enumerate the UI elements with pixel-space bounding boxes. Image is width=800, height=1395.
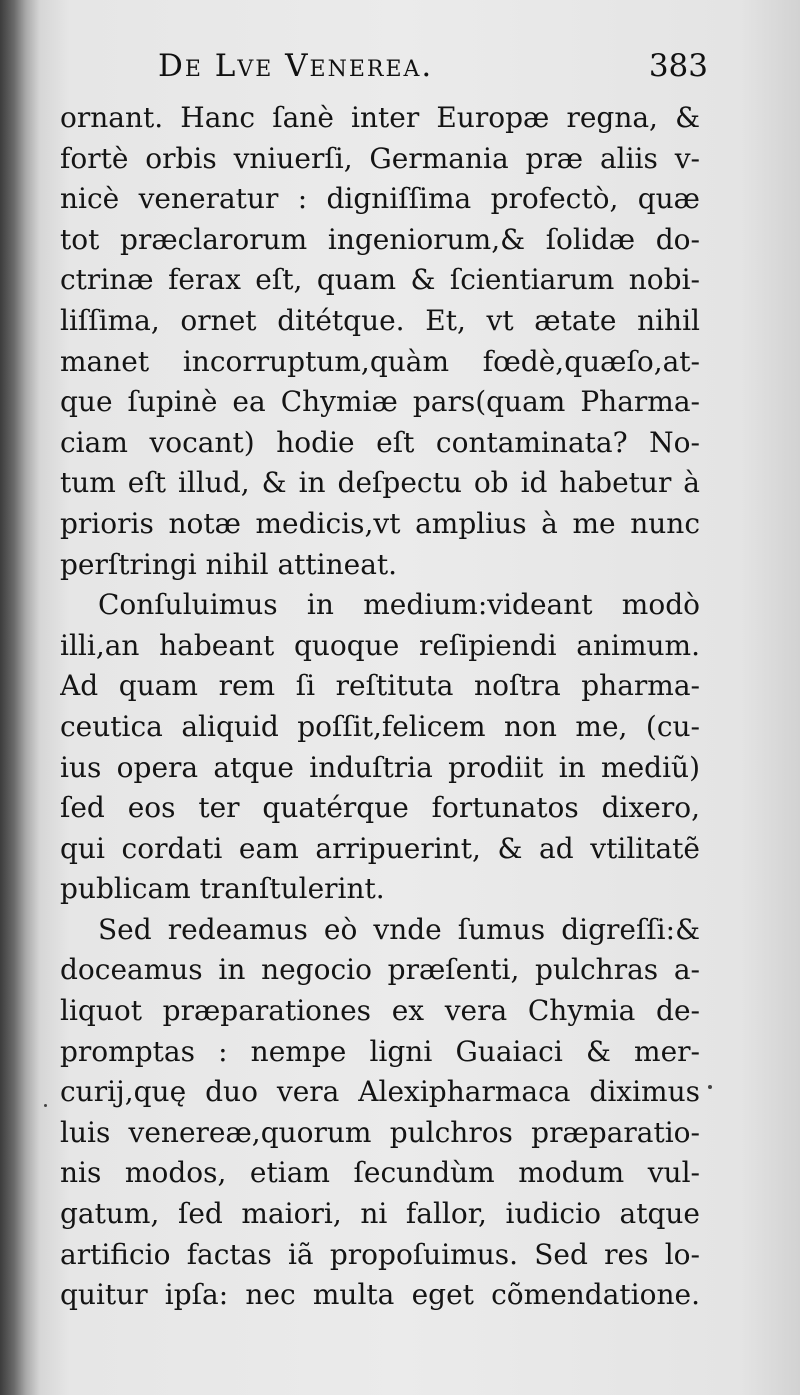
text-line: nicè veneratur : digniſſima profectò, quæ	[60, 182, 700, 216]
text-line: fortè orbis vniuerſi, Germania præ aliis v-	[60, 141, 700, 175]
text-line: luis venereæ,quorum pulchros præparatio-	[60, 1115, 700, 1149]
text-line: ius opera atque induſtria prodiit in mediũ)	[60, 750, 700, 784]
text-line: publicam tranſtulerint.	[60, 872, 385, 906]
paragraph-2	[60, 585, 700, 910]
text-line: prioris notæ medicis,vt amplius à me nunc	[60, 506, 700, 540]
text-line: ctrinæ ferax eſt, quam & ſcientiarum nobi-	[60, 263, 700, 297]
paragraph-1	[60, 98, 700, 585]
text-line: promptas : nempe ligni Guaiaci & mer-	[60, 1034, 700, 1068]
page-number: 383	[648, 48, 708, 84]
text-line: Sed redeamus eò vnde ſumus digreſſi:&	[98, 912, 700, 946]
body-text	[60, 98, 700, 1316]
page-header	[158, 48, 718, 96]
ink-speck	[708, 1085, 712, 1089]
text-line: que ſupinè ea Chymiæ pars(quam Pharma-	[60, 385, 700, 419]
ink-speck	[44, 1104, 47, 1107]
text-line: ciam vocant) hodie eſt contaminata? No-	[60, 425, 700, 459]
text-line: ceutica aliquid poſſit,felicem non me, (cu-	[60, 709, 700, 743]
text-line: ornant. Hanc ſanè inter Europæ regna, &	[60, 101, 700, 134]
text-line: artificio factas iã propoſuimus. Sed res lo-	[60, 1237, 700, 1271]
text-line: curij,quę duo vera Alexipharmaca diximus	[60, 1075, 700, 1109]
paragraph-3	[60, 910, 700, 1316]
text-line: manet incorruptum,quàm fœdè,quæſo,at-	[60, 344, 700, 378]
running-head: De Lve Venerea.	[158, 48, 434, 84]
text-line: Conſuluimus in medium:videant modò	[98, 588, 700, 622]
text-line: liquot præparationes ex vera Chymia de-	[60, 994, 700, 1028]
text-line: ſed eos ter quatérque fortunatos dixero,	[60, 791, 700, 825]
text-line: qui cordati eam arripuerint, & ad vtilitatẽ	[60, 831, 700, 865]
text-line: quitur ipſa: nec multa eget cõmendatione.	[60, 1278, 700, 1312]
text-line: liſſima, ornet ditétque. Et, vt ætate nihil	[60, 303, 700, 337]
text-line: illi,an habeant quoque reſipiendi animum.	[60, 628, 700, 662]
text-line: perſtringi nihil attineat.	[60, 547, 398, 581]
text-line: doceamus in negocio præſenti, pulchras a-	[60, 953, 700, 987]
text-line: tot præclarorum ingeniorum,& ſolidæ do-	[60, 222, 700, 256]
text-line: Ad quam rem ſi reſtituta noſtra pharma-	[60, 669, 700, 703]
text-line: gatum, ſed maiori, ni fallor, iudicio atque	[60, 1197, 700, 1231]
text-line: nis modos, etiam ſecundùm modum vul-	[60, 1156, 700, 1190]
text-line: tum eſt illud, & in deſpectu ob id habetur à	[60, 466, 700, 500]
